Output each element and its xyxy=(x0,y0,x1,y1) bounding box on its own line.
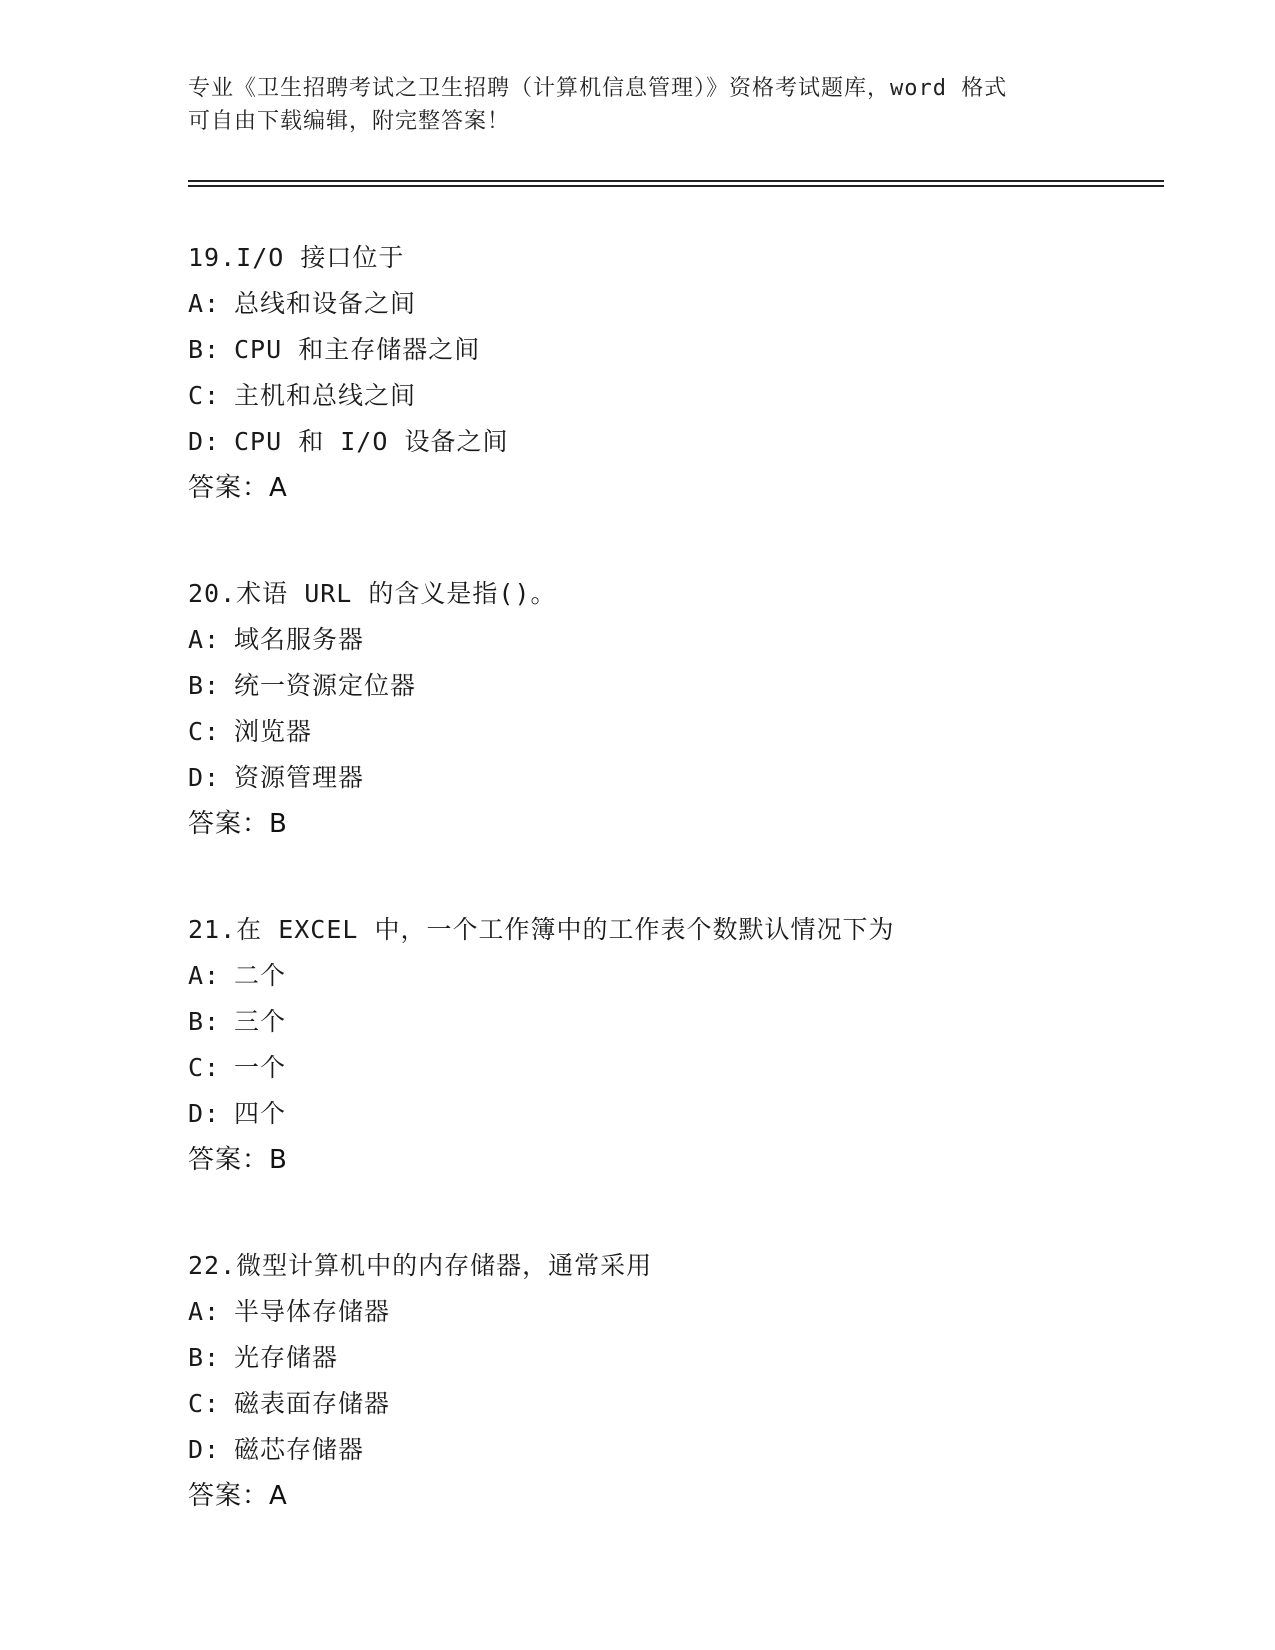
option-d xyxy=(188,755,1168,801)
option-a xyxy=(188,617,1168,663)
option-text: 主机和总线之间 xyxy=(234,381,417,410)
option-key: A: xyxy=(188,961,221,990)
option-text: CPU 和主存储器之间 xyxy=(234,335,481,364)
option-text: 三个 xyxy=(234,1007,287,1036)
option-text: 域名服务器 xyxy=(234,625,365,654)
option-text: 磁表面存储器 xyxy=(234,1389,391,1418)
option-text: 二个 xyxy=(234,961,287,990)
option-text: 统一资源定位器 xyxy=(234,671,417,700)
question-stem: 21.在 EXCEL 中，一个工作簿中的工作表个数默认情况下为 xyxy=(188,915,895,944)
answer-line: 答案：A xyxy=(188,1481,288,1511)
option-c xyxy=(188,709,1168,755)
option-key: C: xyxy=(188,381,221,410)
question-21 xyxy=(188,907,1168,1183)
option-a xyxy=(188,281,1168,327)
question-22 xyxy=(188,1243,1168,1519)
answer-line: 答案：B xyxy=(188,1145,288,1175)
option-key: C: xyxy=(188,1053,221,1082)
option-key: C: xyxy=(188,717,221,746)
option-c xyxy=(188,1045,1168,1091)
option-text: 资源管理器 xyxy=(234,763,365,792)
option-key: A: xyxy=(188,1297,221,1326)
option-key: C: xyxy=(188,1389,221,1418)
option-key: B: xyxy=(188,1007,221,1036)
option-b xyxy=(188,999,1168,1045)
option-key: B: xyxy=(188,671,221,700)
question-19 xyxy=(188,235,1168,511)
option-key: D: xyxy=(188,1435,221,1464)
header-line-2: 可自由下载编辑，附完整答案！ xyxy=(188,109,511,134)
option-key: D: xyxy=(188,427,221,456)
option-text: 浏览器 xyxy=(234,717,313,746)
option-text: 光存储器 xyxy=(234,1343,339,1372)
question-list xyxy=(188,235,1168,1579)
option-text: 一个 xyxy=(234,1053,287,1082)
answer-line: 答案：B xyxy=(188,809,288,839)
option-text: 总线和设备之间 xyxy=(234,289,417,318)
header-divider-top xyxy=(188,180,1164,182)
document-header xyxy=(188,72,1088,138)
answer-line: 答案：A xyxy=(188,473,288,503)
option-d xyxy=(188,419,1168,465)
question-stem: 20.术语 URL 的含义是指()。 xyxy=(188,579,557,608)
option-text: 半导体存储器 xyxy=(234,1297,391,1326)
option-b xyxy=(188,327,1168,373)
option-b xyxy=(188,1335,1168,1381)
header-line-1: 专业《卫生招聘考试之卫生招聘（计算机信息管理）》资格考试题库，word 格式 xyxy=(188,76,1008,101)
option-b xyxy=(188,663,1168,709)
option-text: 四个 xyxy=(234,1099,287,1128)
option-d xyxy=(188,1091,1168,1137)
option-d xyxy=(188,1427,1168,1473)
option-key: A: xyxy=(188,289,221,318)
option-c xyxy=(188,373,1168,419)
question-stem: 19.I/O 接口位于 xyxy=(188,243,405,272)
option-key: A: xyxy=(188,625,221,654)
option-key: B: xyxy=(188,1343,221,1372)
option-key: D: xyxy=(188,1099,221,1128)
question-20 xyxy=(188,571,1168,847)
option-text: CPU 和 I/O 设备之间 xyxy=(234,427,509,456)
option-a xyxy=(188,953,1168,999)
header-divider-bottom xyxy=(188,185,1164,187)
option-c xyxy=(188,1381,1168,1427)
option-key: D: xyxy=(188,763,221,792)
option-text: 磁芯存储器 xyxy=(234,1435,365,1464)
option-key: B: xyxy=(188,335,221,364)
question-stem: 22.微型计算机中的内存储器，通常采用 xyxy=(188,1251,653,1280)
option-a xyxy=(188,1289,1168,1335)
